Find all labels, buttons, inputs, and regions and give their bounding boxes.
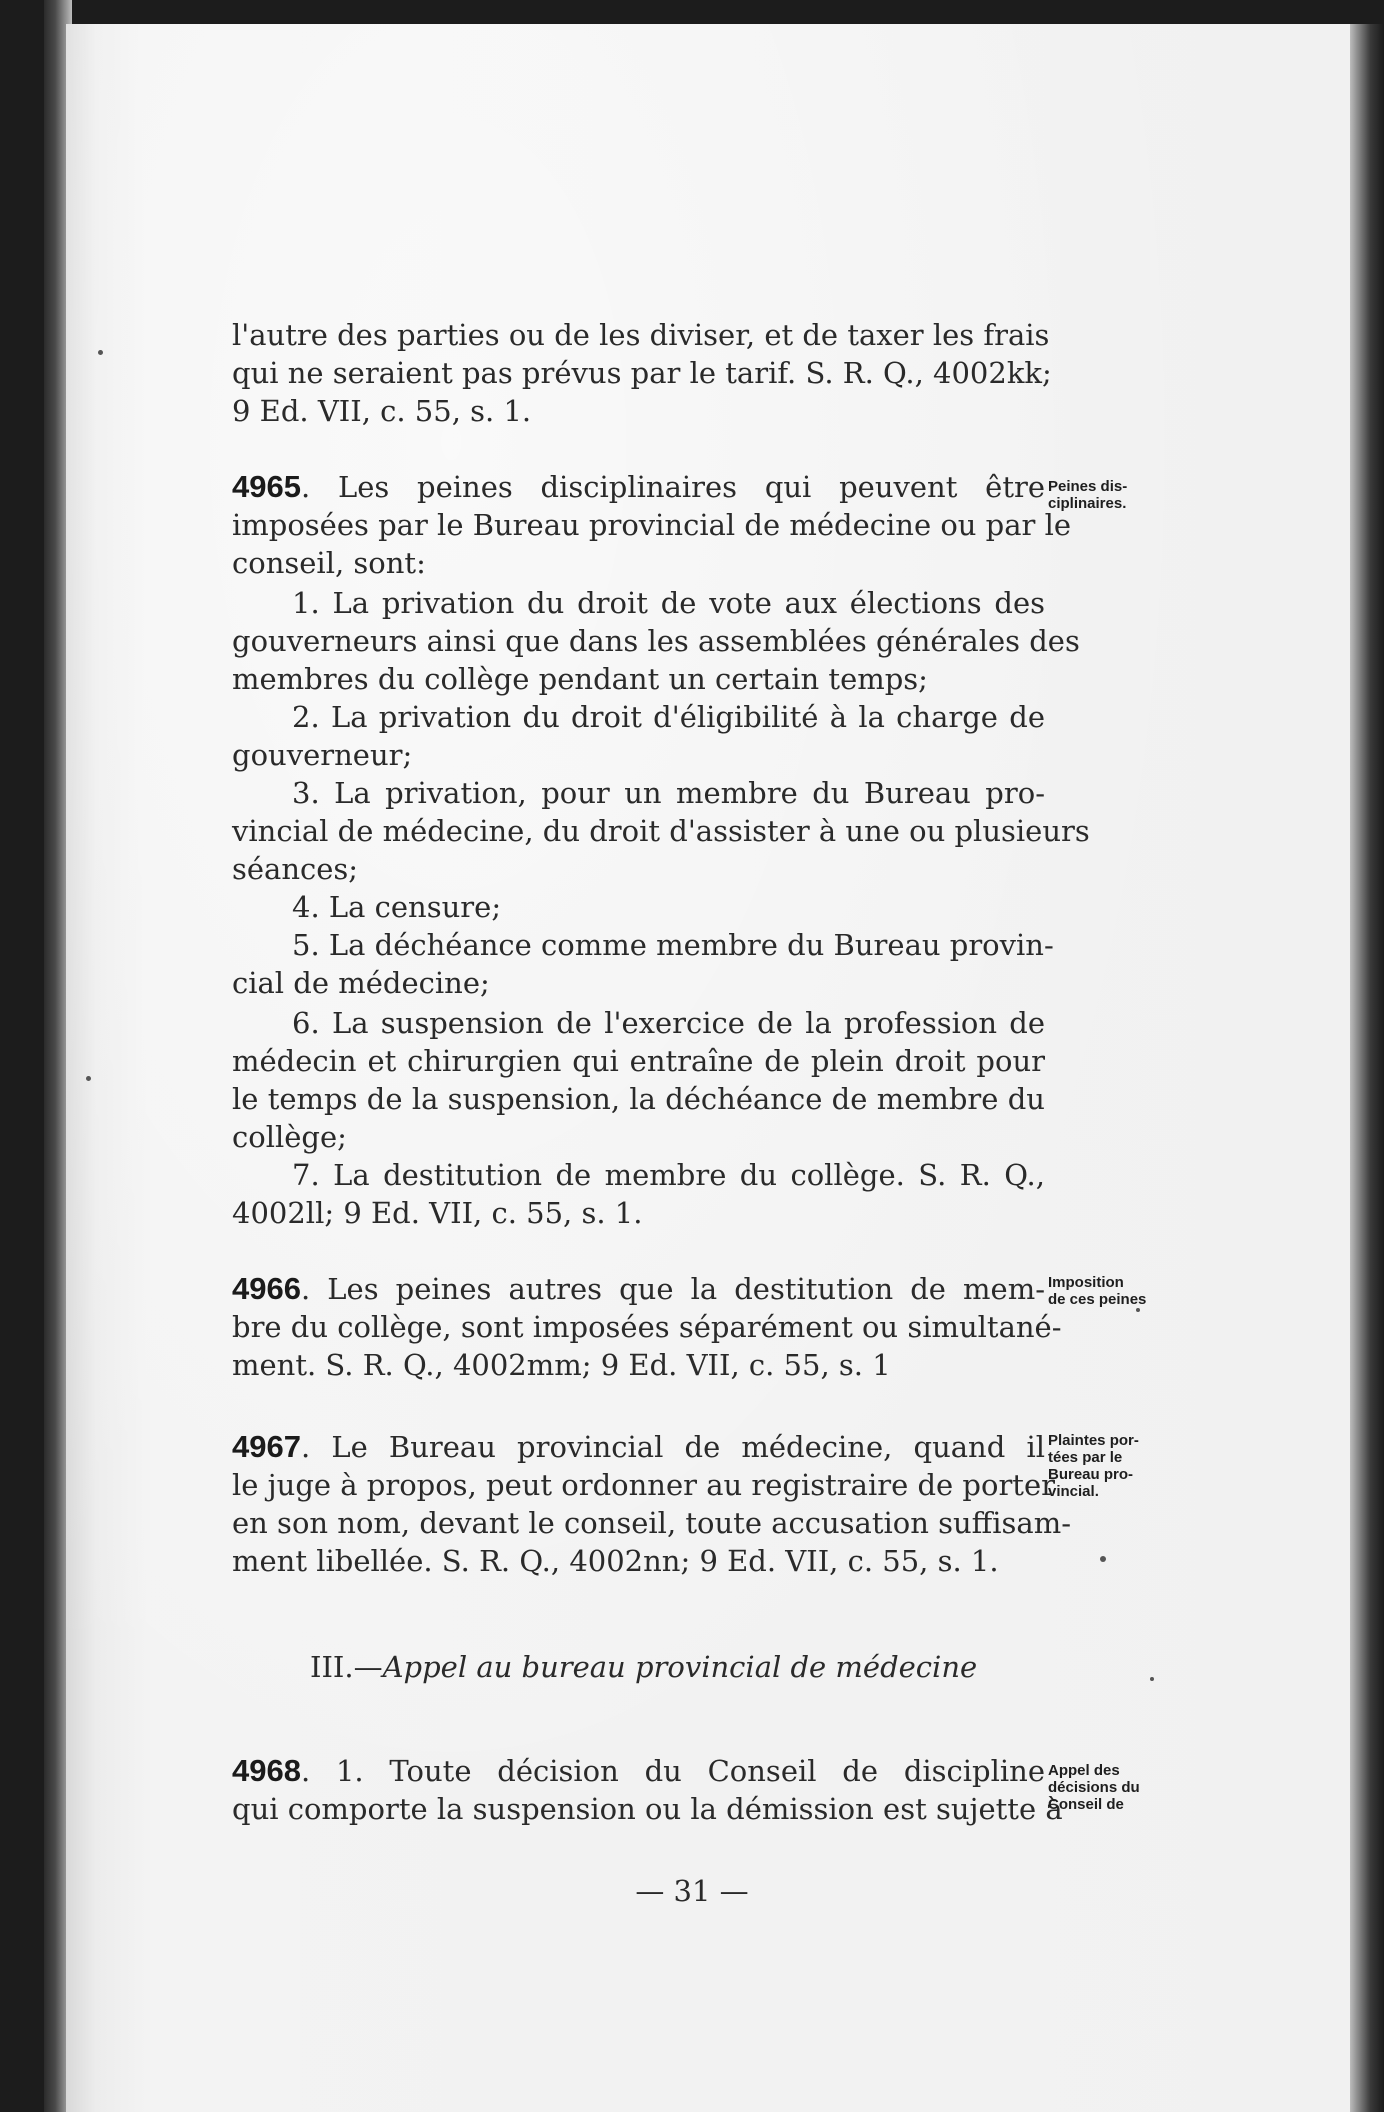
page-edge-shadow	[1350, 24, 1384, 2112]
margin-note-line: Imposition	[1048, 1274, 1124, 1291]
body-text-line: médecin et chirurgien qui entraîne de plein droit pour	[232, 1044, 1045, 1078]
section-heading	[310, 1648, 1010, 1686]
body-text-line: membres du collège pendant un certain temps;	[232, 662, 928, 696]
body-text-line: l'autre des parties ou de les diviser, et de taxer les frais	[232, 318, 1050, 352]
article-number-dot: .	[300, 1754, 336, 1788]
body-text-line: qui comporte la suspension ou la démission est sujette à	[232, 1792, 1063, 1826]
body-text-line: collège;	[232, 1120, 347, 1154]
scan-speck	[1136, 1308, 1140, 1312]
article-number-dot: .	[300, 470, 338, 504]
scan-speck	[1150, 1677, 1154, 1681]
scan-speck	[86, 1076, 91, 1081]
margin-note-peines	[1048, 478, 1188, 512]
body-text-line: cial de médecine;	[232, 966, 490, 1000]
margin-note-line: ciplinaires.	[1048, 495, 1127, 512]
article-4965-first-line	[232, 468, 1045, 506]
body-text-line: bre du collège, sont imposées séparément ou simultané-	[232, 1310, 1062, 1344]
article-text: Le Bureau provincial de médecine, quand il	[331, 1430, 1045, 1464]
body-text-line: ment libellée. S. R. Q., 4002nn; 9 Ed. VII, c. 55, s. 1.	[232, 1544, 999, 1578]
margin-note-appel	[1048, 1762, 1188, 1813]
margin-note-line: vincial.	[1048, 1483, 1099, 1500]
margin-note-line: Plaintes por-	[1048, 1432, 1139, 1449]
margin-note-line: Bureau pro-	[1048, 1466, 1134, 1483]
article-text: Les peines disciplinaires qui peuvent être	[337, 470, 1045, 504]
article-number: 4968	[232, 1753, 301, 1788]
body-text-line: séances;	[232, 852, 359, 886]
scan-speck	[1100, 1556, 1106, 1562]
margin-note-line: Appel des	[1048, 1762, 1120, 1779]
article-text: 1. Toute décision du Conseil de discipline	[335, 1754, 1046, 1788]
body-text-line: imposées par le Bureau provincial de médecine ou par le	[232, 508, 1072, 542]
section-title-text: Appel au bureau provincial de médecine	[382, 1650, 978, 1684]
list-item-3: 3. La privation, pour un membre du Bureau pro-	[292, 776, 1045, 810]
body-text-line: 9 Ed. VII, c. 55, s. 1.	[232, 394, 532, 428]
body-text-line: conseil, sont:	[232, 546, 426, 580]
margin-note-plaintes	[1048, 1432, 1188, 1500]
article-number-dot: .	[300, 1272, 328, 1306]
list-item-6: 6. La suspension de l'exercice de la profession de	[292, 1006, 1045, 1040]
body-text-line: gouverneur;	[232, 738, 413, 772]
margin-note-imposition	[1048, 1274, 1188, 1308]
margin-note-line: décisions du	[1048, 1779, 1140, 1796]
body-text-line: le juge à propos, peut ordonner au registraire de porter	[232, 1468, 1055, 1502]
section-numeral: III.—	[310, 1650, 383, 1684]
body-text-line: gouverneurs ainsi que dans les assemblées générales des	[232, 624, 1080, 658]
list-item-2: 2. La privation du droit d'éligibilité à la charge de	[292, 700, 1045, 734]
article-number-dot: .	[300, 1430, 332, 1464]
margin-note-line: Conseil de	[1048, 1796, 1124, 1813]
article-number: 4965	[232, 469, 301, 504]
list-item-5: 5. La déchéance comme membre du Bureau provin-	[292, 928, 1054, 962]
body-text-line: vincial de médecine, du droit d'assister à une ou plusieurs	[232, 814, 1090, 848]
page-number: — 31 —	[635, 1874, 749, 1908]
body-text-line: le temps de la suspension, la déchéance de membre du	[232, 1082, 1045, 1116]
scan-speck	[98, 350, 103, 355]
list-item-1: 1. La privation du droit de vote aux élections des	[292, 586, 1045, 620]
article-number: 4966	[232, 1271, 301, 1306]
body-text-line: en son nom, devant le conseil, toute accusation suffisam-	[232, 1506, 1072, 1540]
margin-note-line: Peines dis-	[1048, 478, 1128, 495]
body-text-line: qui ne seraient pas prévus par le tarif. S. R. Q., 4002kk;	[232, 356, 1052, 390]
body-text-line: 4002ll; 9 Ed. VII, c. 55, s. 1.	[232, 1196, 643, 1230]
margin-note-line: de ces peines	[1048, 1291, 1147, 1308]
list-item-7: 7. La destitution de membre du collège. S. R. Q.,	[292, 1158, 1045, 1192]
list-item-4: 4. La censure;	[292, 890, 502, 924]
body-text-line: ment. S. R. Q., 4002mm; 9 Ed. VII, c. 55, s. 1	[232, 1348, 891, 1382]
margin-note-line: tées par le	[1048, 1449, 1123, 1466]
article-4966-first-line	[232, 1270, 1045, 1308]
article-text: Les peines autres que la destitution de mem-	[327, 1272, 1046, 1306]
article-4968-first-line	[232, 1752, 1045, 1790]
article-number: 4967	[232, 1429, 301, 1464]
article-4967-first-line	[232, 1428, 1045, 1466]
